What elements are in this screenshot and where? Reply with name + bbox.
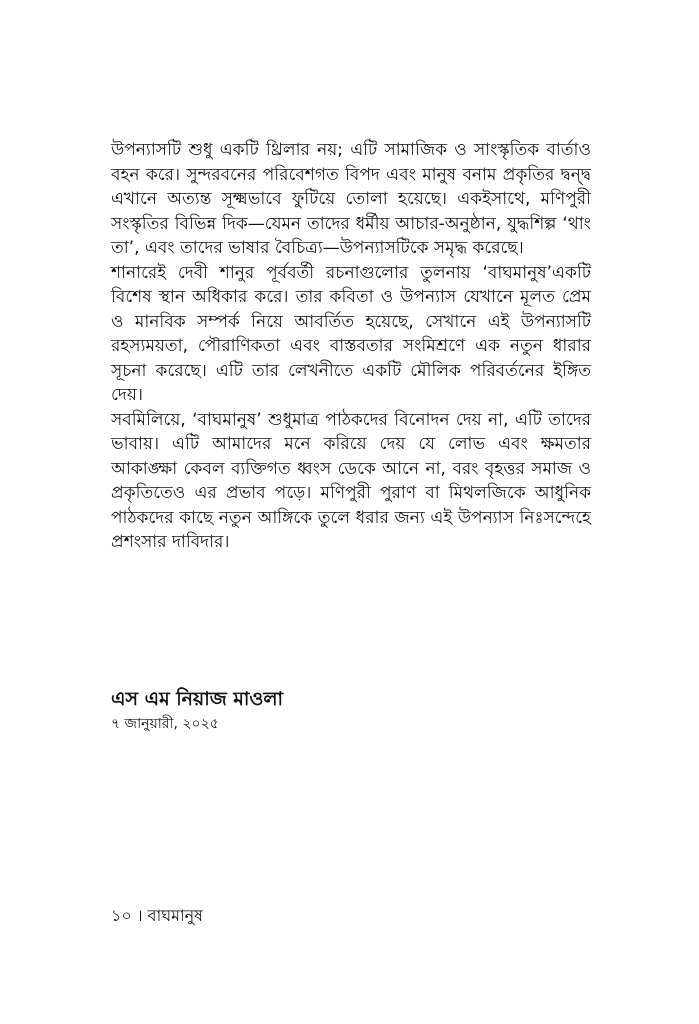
signature-block [111,686,591,734]
author-name: এস এম নিয়াজ মাওলা [111,688,284,710]
paragraph-3: সবমিলিয়ে, ‘বাঘমানুষ’ শুধুমাত্র পাঠকদের বিনোদন দেয় না, এটি তাদের ভাবায়। এটি আমাদের মনে করিয়ে দেয় যে লোভ এবং ক্ষমতার আকাঙ্ক্ষা কেবল ব্যক্তিগত ধ্বংস ডেকে আনে না, বরং বৃহত্তর সমাজ ও প্রকৃতিতেও এর প্রভাব পড়ে। মণিপুরী পুরাণ বা মিথলজিকে আধুনিক পাঠকদের কাছে নতুন আঙ্গিকে তুলে ধরার জন্য এই উপন্যাস নিঃসন্দেহে প্রশংসার দাবিদার। [111,409,591,552]
paragraph-2: শানারেই দেবী শানুর পূর্ববর্তী রচনাগুলোর তুলনায় ‘বাঘমানুষ’একটি বিশেষ স্থান অধিকার করে। তার কবিতা ও উপন্যাস যেখানে মূলত প্রেম ও মানবিক সম্পর্ক নিয়ে আবর্তিত হয়েছে, সেখানে এই উপন্যাসটি রহস্যময়তা, পৌরাণিকতা এবং বাস্তবতার সংমিশ্রণে এক নতুন ধারার সূচনা করেছে। এটি তার লেখনীতে একটি মৌলিক পরিবর্তনের ইঙ্গিত দেয়। [111,262,591,405]
signature-date: ৭ জানুয়ারী, ২০২৫ [111,716,219,732]
body-text [111,138,591,555]
page-footer: ১০ । বাঘমানুষ [111,906,204,925]
paragraph-1: উপন্যাসটি শুধু একটি থ্রিলার নয়; এটি সামাজিক ও সাংস্কৃতিক বার্তাও বহন করে। সুন্দরবনের পরিবেশগত বিপদ এবং মানুষ বনাম প্রকৃতির দ্বন্দ্ব এখানে অত্যন্ত সূক্ষ্মভাবে ফুটিয়ে তোলা হয়েছে। একইসাথে, মণিপুরী সংস্কৃতির বিভিন্ন দিক—যেমন তাদের ধর্মীয় আচার-অনুষ্ঠান, যুদ্ধশিল্প ‘থাং তা’, এবং তাদের ভাষার বৈচিত্র্য—উপন্যাসটিকে সমৃদ্ধ করেছে। [111,140,591,258]
